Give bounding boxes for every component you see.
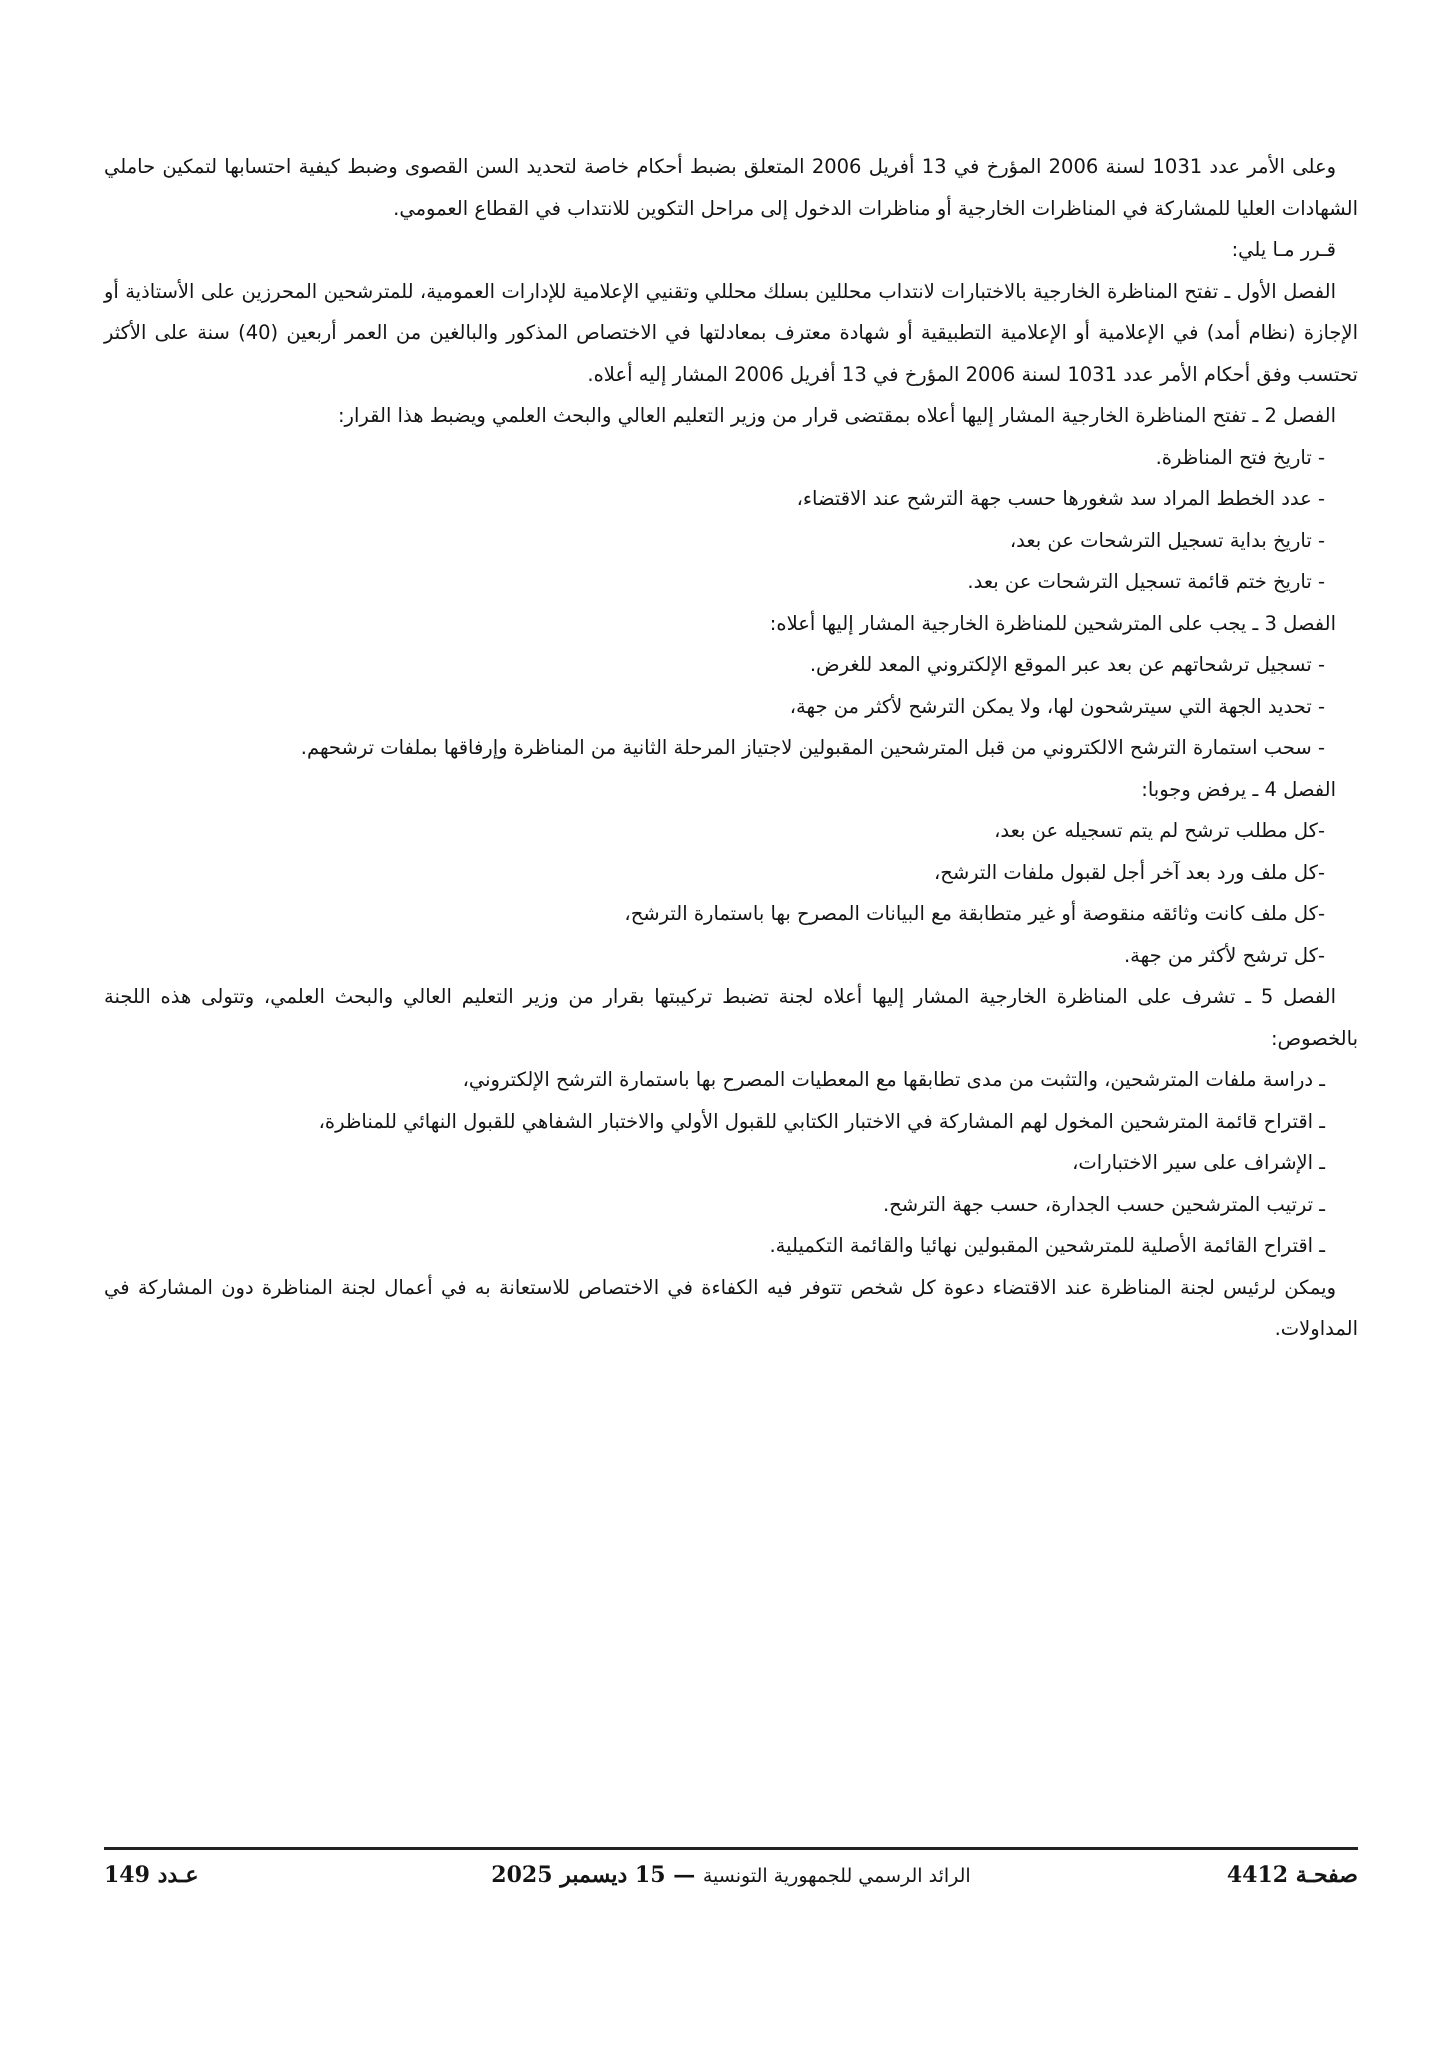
list-item: -كل مطلب ترشح لم يتم تسجيله عن بعد، bbox=[994, 819, 1325, 842]
article-2: الفصل 2 ـ تفتح المناظرة الخارجية المشار إليها أعلاه بمقتضى قرار من وزير التعليم العالي والبحث العلمي ويضبط هذا القرار: bbox=[337, 404, 1336, 427]
list-item: - تاريخ فتح المناظرة. bbox=[1155, 445, 1325, 469]
footer-divider bbox=[104, 1847, 1358, 1850]
list-item: - عدد الخطط المراد سد شغورها حسب جهة الترشح عند الاقتضاء، bbox=[796, 487, 1325, 510]
list-item: -كل ترشح لأكثر من جهة. bbox=[1123, 943, 1325, 967]
list-item: - تاريخ بداية تسجيل الترشحات عن بعد، bbox=[1009, 528, 1325, 552]
page-footer bbox=[104, 1862, 1358, 1902]
document-body bbox=[104, 146, 1358, 1350]
list-item: - تسجيل ترشحاتهم عن بعد عبر الموقع الإلكتروني المعد للغرض. bbox=[809, 653, 1325, 676]
page-number: صفحـة 4412 bbox=[1226, 1862, 1358, 1888]
issue-date: 15 ديسمبر 2025 bbox=[491, 1862, 666, 1888]
title-separator: — bbox=[665, 1862, 703, 1888]
list-item: - تاريخ ختم قائمة تسجيل الترشحات عن بعد. bbox=[967, 570, 1325, 593]
list-item: ـ ترتيب المترشحين حسب الجدارة، حسب جهة الترشح. bbox=[882, 1192, 1325, 1216]
article-1: الفصل الأول ـ تفتح المناظرة الخارجية بالاختبارات لانتداب محللين بسلك محللي وتقنيي الإعلامية للإدارات العمومية، للمترشحين المحرزين على الأستاذية أو الإجازة (نظام أمد) في الإعلامية أو الإعلامية التطبيقية أو شهادة معترف بمعادلتها في الاختصاص المذكور والبالغين من العمر أربعين (40) سنة على الأكثر تحتسب وفق أحكام الأمر عدد 1031 لسنة 2006 المؤرخ في 13 أفريل 2006 المشار إليه أعلاه. bbox=[104, 279, 1358, 386]
list-item: - سحب استمارة الترشح الالكتروني من قبل المترشحين المقبولين لاجتياز المرحلة الثانية من المناظرة وإرفاقها بملفات ترشحهم. bbox=[300, 736, 1325, 759]
article-4: الفصل 4 ـ يرفض وجوبا: bbox=[1141, 777, 1336, 801]
list-item: -كل ملف ورد بعد آخر أجل لقبول ملفات الترشح، bbox=[933, 860, 1325, 884]
list-item: ـ اقتراح قائمة المترشحين المخول لهم المشاركة في الاختبار الكتابي للقبول الأولي والاختبار الشفاهي للقبول النهائي للمناظرة، bbox=[318, 1109, 1325, 1133]
article-3: الفصل 3 ـ يجب على المترشحين للمناظرة الخارجية المشار إليها أعلاه: bbox=[769, 611, 1336, 635]
list-item: ـ دراسة ملفات المترشحين، والتثبت من مدى تطابقها مع المعطيات المصرح بها باستمارة الترشح الإلكتروني، bbox=[462, 1068, 1325, 1091]
article-5: الفصل 5 ـ تشرف على المناظرة الخارجية المشار إليها أعلاه لجنة تضبط تركيبتها بقرار من وزير التعليم العالي والبحث العلمي، وتتولى هذه اللجنة بالخصوص: bbox=[104, 985, 1358, 1050]
paragraph-decision-header: قـرر مـا يلي: bbox=[1231, 238, 1336, 261]
paragraph-preamble: وعلى الأمر عدد 1031 لسنة 2006 المؤرخ في 13 أفريل 2006 المتعلق بضبط أحكام خاصة لتحديد السن القصوى وضبط كيفية احتسابها لتمكين حاملي الشهادات العليا للمشاركة في المناظرات الخارجية أو مناظرات الدخول إلى مراحل التكوين للانتداب في القطاع العمومي. bbox=[104, 155, 1358, 220]
paragraph-closing: ويمكن لرئيس لجنة المناظرة عند الاقتضاء دعوة كل شخص تتوفر فيه الكفاءة في الاختصاص للاستعانة به في أعمال لجنة المناظرة دون المشاركة في المداولات. bbox=[104, 1275, 1358, 1340]
list-item: ـ اقتراح القائمة الأصلية للمترشحين المقبولين نهائيا والقائمة التكميلية. bbox=[769, 1234, 1325, 1257]
list-item: -كل ملف كانت وثائقه منقوصة أو غير متطابقة مع البيانات المصرح بها باستمارة الترشح، bbox=[624, 902, 1325, 925]
issue-number: عـدد 149 bbox=[104, 1862, 199, 1888]
journal-header bbox=[491, 1862, 970, 1888]
list-item: - تحديد الجهة التي سيترشحون لها، ولا يمكن الترشح لأكثر من جهة، bbox=[789, 694, 1325, 718]
journal-title: الرائد الرسمي للجمهورية التونسية bbox=[702, 1865, 971, 1887]
list-item: ـ الإشراف على سير الاختبارات، bbox=[1072, 1151, 1325, 1174]
